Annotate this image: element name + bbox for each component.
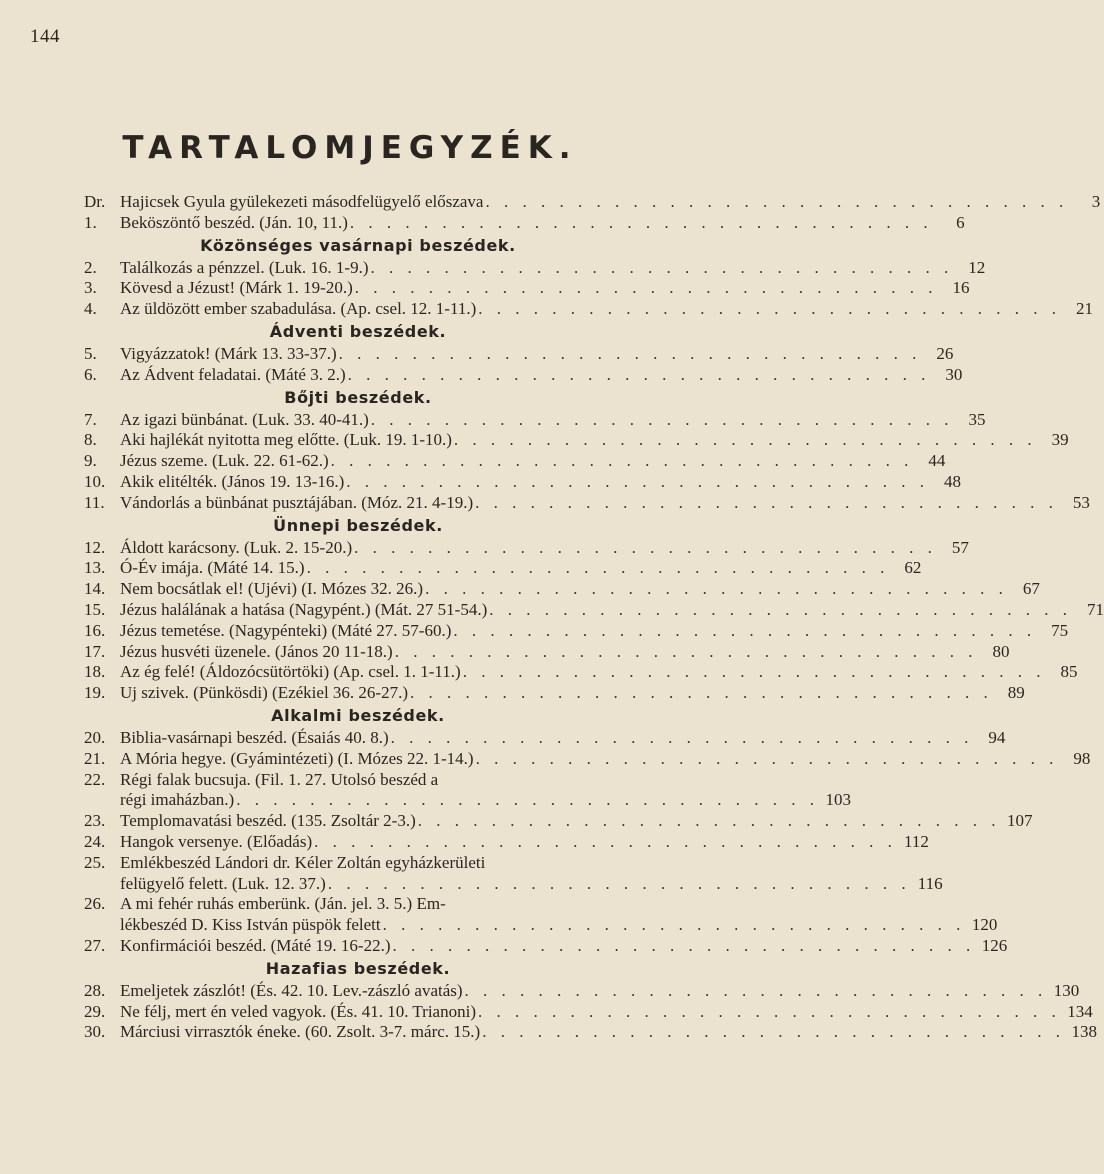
entry-title: Emlékbeszéd Lándori dr. Kéler Zoltán egyházkerületi: [120, 852, 486, 872]
toc-entry: [84, 537, 969, 559]
entry-page: 48: [944, 471, 962, 491]
entry-page: 116: [917, 873, 943, 893]
entry-page: 53: [1072, 492, 1090, 512]
dot-leader: [326, 874, 913, 895]
entry-page: 44: [928, 451, 946, 471]
entry-number: 21.: [84, 748, 106, 768]
entry-number: 23.: [84, 811, 106, 831]
entry-number: 7.: [84, 409, 97, 429]
section-heading: Közönséges vasárnapi beszédek.: [200, 235, 516, 255]
toc-entry: [84, 683, 1025, 704]
toc-entry: [84, 364, 963, 386]
dot-leader: [451, 621, 1038, 642]
entry-number: 12.: [84, 537, 106, 557]
entry-page: 134: [1067, 1001, 1093, 1021]
toc-entry: [84, 853, 632, 874]
entry-title: Jézus husvéti üzenele. (János 20 11-18.): [120, 641, 393, 661]
toc-entry: [84, 409, 986, 431]
toc-entry: [84, 212, 965, 234]
entry-number: 5.: [84, 343, 97, 363]
toc-entry: [84, 599, 1104, 621]
toc-entry: [84, 935, 1008, 957]
toc-entry: [84, 873, 943, 895]
entry-page: 57: [951, 537, 969, 557]
dot-leader: [305, 558, 892, 579]
dot-leader: [416, 811, 1003, 832]
toc-entry: [84, 727, 1006, 749]
entry-title: Beköszöntő beszéd. (Ján. 10, 11.): [120, 212, 348, 232]
toc-entry: [84, 1001, 1093, 1023]
dot-leader: [344, 472, 931, 493]
entry-title: Akik elitélték. (János 19. 13-16.): [120, 471, 345, 491]
dot-leader: [329, 451, 916, 472]
entry-page: 112: [904, 831, 929, 851]
dot-leader: [353, 278, 940, 299]
entry-number: 28.: [84, 980, 106, 1000]
entry-number: 19.: [84, 683, 106, 703]
entry-number: 9.: [84, 451, 97, 471]
entry-page: 130: [1053, 980, 1080, 1000]
page-number: 144: [30, 26, 60, 47]
dot-leader: [389, 728, 976, 749]
entry-page: 94: [988, 727, 1006, 747]
entry-page: 16: [952, 278, 970, 298]
dot-leader: [476, 1002, 1063, 1023]
entry-title: Hajicsek Gyula gyülekezeti másodfelügyelő előszava: [120, 192, 484, 211]
table-of-contents: [84, 192, 1104, 1043]
entry-page: 21: [1076, 299, 1094, 319]
toc-entry: [84, 915, 998, 936]
entry-number: Dr.: [84, 192, 106, 211]
toc-entry: [84, 430, 1069, 451]
dot-leader: [476, 299, 1063, 320]
entry-number: 27.: [84, 935, 106, 955]
toc-entry: [84, 641, 1010, 663]
entry-title: Hangok versenye. (Előadás): [120, 831, 313, 851]
entry-page: 62: [904, 558, 922, 578]
entry-title: Konfirmációi beszéd. (Máté 19. 16-22.): [120, 935, 391, 955]
dot-leader: [369, 258, 956, 279]
entry-title: A Mória hegye. (Gyámintézeti) (I. Mózes 22. 1-14.): [120, 748, 474, 768]
entry-title: Találkozás a pénzzel. (Luk. 16. 1-9.): [120, 257, 369, 277]
page-title: TARTALOMJEGYZÉK.: [122, 130, 578, 166]
dot-leader: [408, 683, 995, 704]
toc-entry: [84, 299, 1094, 320]
entry-title: Vándorlás a bünbánat pusztájában. (Móz. 21. 4-19.): [120, 492, 474, 512]
toc-entry: [84, 451, 946, 472]
entry-title: Jézus temetése. (Nagypénteki) (Máté 27. 57-60.): [120, 620, 452, 640]
entry-page: 26: [936, 343, 954, 363]
entry-number: 3.: [84, 278, 97, 298]
entry-number: 8.: [84, 430, 97, 450]
toc-entry: [84, 980, 1080, 1002]
entry-title: felügyelő felett. (Luk. 12. 37.): [120, 873, 326, 893]
entry-title: Áldott karácsony. (Luk. 2. 15-20.): [120, 537, 353, 557]
entry-page: 75: [1051, 620, 1069, 640]
dot-leader: [452, 430, 1039, 451]
dot-leader: [337, 344, 924, 365]
entry-number: 15.: [84, 599, 106, 619]
toc-entry: [84, 257, 986, 279]
dot-leader: [391, 936, 978, 957]
section-heading: Ünnepi beszédek.: [273, 515, 443, 535]
entry-title: Kövesd a Jézust! (Márk 1. 19-20.): [120, 278, 353, 298]
entry-title: Uj szivek. (Pünkösdi) (Ezékiel 36. 26-27.): [120, 683, 408, 703]
entry-page: 6: [956, 212, 965, 232]
entry-title: Márciusi virrasztók éneke. (60. Zsolt. 3-7. márc. 15.): [120, 1022, 481, 1042]
entry-page: 120: [971, 915, 998, 935]
entry-number: 25.: [84, 852, 106, 872]
entry-number: 11.: [84, 492, 105, 512]
toc-entry: [84, 770, 632, 791]
entry-number: 26.: [84, 894, 106, 914]
entry-title: régi imaházban.): [120, 790, 235, 810]
toc-entry: [84, 894, 632, 915]
entry-title: Templomavatási beszéd. (135. Zsoltár 2-3.): [120, 811, 416, 831]
entry-page: 12: [968, 257, 986, 277]
toc-entry: [84, 662, 1078, 683]
entry-page: 107: [1007, 811, 1033, 831]
dot-leader: [474, 749, 1061, 770]
dot-leader: [381, 915, 968, 936]
dot-leader: [348, 213, 935, 234]
dot-leader: [346, 365, 933, 386]
entry-page: 80: [992, 641, 1010, 661]
entry-title: Az üldözött ember szabadulása. (Ap. csel. 12. 1-11.): [120, 299, 477, 319]
entry-number: 18.: [84, 662, 106, 682]
section-heading: Hazafias beszédek.: [265, 958, 451, 978]
entry-number: 16.: [84, 620, 106, 640]
entry-title: lékbeszéd D. Kiss István püspök felett: [120, 915, 381, 935]
dot-leader: [480, 1022, 1067, 1043]
entry-page: 35: [968, 409, 986, 429]
dot-leader: [369, 410, 956, 431]
entry-number: 22.: [84, 769, 106, 789]
toc-entry: [84, 831, 929, 853]
entry-number: 13.: [84, 558, 106, 578]
toc-entry: [84, 620, 1069, 642]
section-heading: Alkalmi beszédek.: [271, 705, 445, 725]
entry-page: 126: [981, 935, 1008, 955]
toc-entry: [84, 343, 954, 365]
entry-number: 10.: [84, 471, 106, 491]
section-heading: Ádventi beszédek.: [269, 321, 447, 341]
entry-number: 30.: [84, 1022, 106, 1042]
entry-title: Nem bocsátlak el! (Ujévi) (I. Mózes 32. 26.): [120, 579, 424, 599]
entry-title: Ne félj, mert én veled vagyok. (És. 41. 10. Trianoni): [120, 1001, 476, 1021]
dot-leader: [473, 493, 1060, 514]
dot-leader: [463, 981, 1050, 1002]
toc-entry: [84, 1022, 1097, 1043]
entry-page: 138: [1071, 1022, 1097, 1042]
entry-title: Ó-Év imája. (Máté 14. 15.): [120, 558, 305, 578]
entry-page: 39: [1051, 430, 1069, 450]
entry-number: 24.: [84, 831, 106, 851]
entry-number: 1.: [84, 212, 97, 232]
entry-title: Jézus szeme. (Luk. 22. 61-62.): [120, 451, 329, 471]
toc-entry: [84, 278, 970, 299]
dot-leader: [312, 832, 899, 853]
toc-entry: [84, 811, 1033, 832]
entry-title: Aki hajlékát nyitotta meg előtte. (Luk. 19. 1-10.): [120, 430, 452, 450]
entry-title: Vigyázzatok! (Márk 13. 33-37.): [120, 343, 337, 363]
toc-entry: [84, 790, 851, 811]
entry-page: 89: [1007, 683, 1025, 703]
entry-page: 3: [1091, 192, 1101, 211]
entry-number: 14.: [84, 579, 106, 599]
entry-number: 6.: [84, 364, 97, 384]
entry-title: Az igazi bünbánat. (Luk. 33. 40-41.): [120, 409, 369, 429]
entry-title: A mi fehér ruhás emberünk. (Ján. jel. 3. 5.) Em-: [120, 894, 446, 914]
entry-page: 103: [825, 790, 851, 810]
dot-leader: [461, 662, 1048, 683]
toc-entry: [84, 192, 1101, 213]
entry-page: 30: [945, 364, 963, 384]
entry-number: 2.: [84, 257, 97, 277]
entry-title: Biblia-vasárnapi beszéd. (Ésaiás 40. 8.): [120, 727, 389, 747]
entry-number: 29.: [84, 1001, 106, 1021]
entry-page: 67: [1022, 579, 1040, 599]
dot-leader: [234, 790, 821, 811]
entry-number: 20.: [84, 727, 106, 747]
toc-entry: [84, 748, 1091, 770]
entry-number: 17.: [84, 641, 106, 661]
entry-page: 98: [1073, 748, 1091, 768]
entry-title: Jézus halálának a hatása (Nagypént.) (Mát. 27 51-54.): [120, 599, 488, 619]
toc-entry: [84, 558, 922, 579]
dot-leader: [487, 600, 1074, 621]
entry-title: Az ég felé! (Áldozócsütörtöki) (Ap. csel. 1. 1-11.): [120, 662, 461, 682]
dot-leader: [483, 192, 1070, 213]
entry-title: Régi falak bucsuja. (Fil. 1. 27. Utolsó beszéd a: [120, 769, 439, 789]
toc-entry: [84, 471, 962, 493]
entry-number: 4.: [84, 299, 97, 319]
dot-leader: [393, 642, 980, 663]
toc-entry: [84, 492, 1090, 514]
entry-title: Emeljetek zászlót! (És. 42. 10. Lev.-zászló avatás): [120, 980, 463, 1000]
entry-title: Az Ádvent feladatai. (Máté 3. 2.): [120, 364, 346, 384]
dot-leader: [352, 538, 939, 559]
dot-leader: [423, 579, 1010, 600]
entry-page: 71: [1087, 599, 1104, 619]
section-heading: Bőjti beszédek.: [284, 387, 432, 407]
entry-page: 85: [1060, 662, 1078, 682]
toc-entry: [84, 579, 1040, 600]
